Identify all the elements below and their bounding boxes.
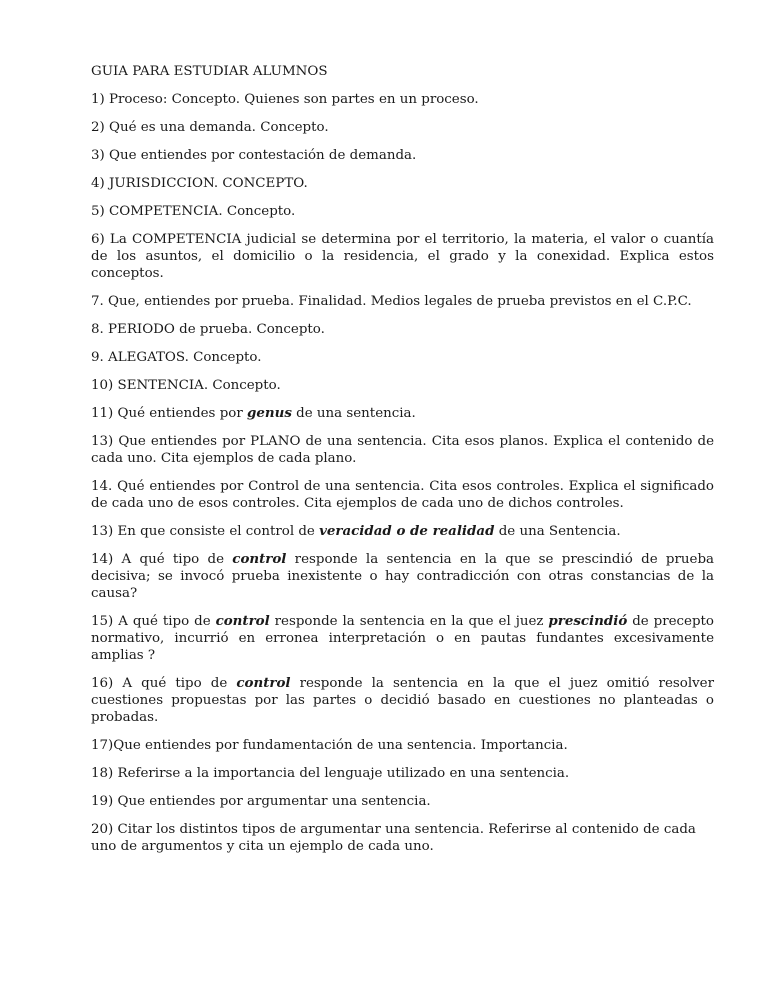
question-text-b: responde la sentencia en la que el juez	[269, 614, 549, 629]
question-10: 10) SENTENCIA. Concepto.	[91, 378, 281, 393]
question-text-b: responde la sentencia en la que el juez omitió resolver cuestiones propuestas por las partes o decidió basado en cuestiones no planteadas o probadas.	[91, 676, 714, 725]
question-7: 7. Que, entiendes por prueba. Finalidad. Medios legales de prueba previstos en el C.P.C.	[91, 294, 692, 309]
question-15	[91, 613, 714, 664]
question-3: 3) Que entiendes por contestación de demanda.	[91, 148, 417, 163]
emphasis-control: control	[232, 551, 287, 567]
emphasis-veracidad: veracidad o de realidad	[319, 523, 495, 539]
question-13-plano: 13) Que entiendes por PLANO de una sentencia. Cita esos planos. Explica el contenido de cada uno. Cita ejemplos de cada plano.	[91, 434, 714, 466]
document-title: GUIA PARA ESTUDIAR ALUMNOS	[91, 64, 328, 79]
question-5: 5) COMPETENCIA. Concepto.	[91, 204, 296, 219]
question-17: 17)Que entiendes por fundamentación de una sentencia. Importancia.	[91, 738, 568, 753]
question-14-prueba	[91, 551, 714, 602]
question-8: 8. PERIODO de prueba. Concepto.	[91, 322, 325, 337]
question-4: 4) JURISDICCION. CONCEPTO.	[91, 176, 308, 191]
question-20: 20) Citar los distintos tipos de argumentar una sentencia. Referirse al contenido de cada uno de argumentos y cita un ejemplo de cada uno.	[91, 822, 696, 854]
question-18: 18) Referirse a la importancia del lenguaje utilizado en una sentencia.	[91, 766, 570, 781]
emphasis-genus: genus	[246, 405, 292, 421]
emphasis-control: control	[236, 675, 291, 691]
emphasis-prescindio: prescindió	[548, 613, 628, 629]
question-text-a: 15) A qué tipo de	[91, 614, 216, 629]
question-11	[91, 405, 714, 422]
question-2: 2) Qué es una demanda. Concepto.	[91, 120, 329, 135]
question-16	[91, 675, 714, 726]
question-11-text-b: de una sentencia.	[291, 406, 416, 421]
question-13-veracidad	[91, 523, 714, 540]
question-text-b: responde la sentencia en la que se prescindió de prueba decisiva; se invocó prueba inexistente o hay contradicción con otras constancias de la causa?	[91, 552, 714, 601]
question-19: 19) Que entiendes por argumentar una sentencia.	[91, 794, 431, 809]
question-6: 6) La COMPETENCIA judicial se determina por el territorio, la materia, el valor o cuantía de los asuntos, el domicilio o la residencia, el grado y la conexidad. Explica estos conceptos.	[91, 232, 714, 281]
question-9: 9. ALEGATOS. Concepto.	[91, 350, 262, 365]
emphasis-control: control	[215, 613, 270, 629]
question-text-a: 13) En que consiste el control de	[91, 524, 320, 539]
question-1: 1) Proceso: Concepto. Quienes son partes en un proceso.	[91, 92, 479, 107]
document-page	[91, 63, 714, 866]
question-text-b: de una Sentencia.	[494, 524, 621, 539]
question-text-c: de precepto normativo, incurrió en erronea interpretación o en pautas fundantes excesivamente amplias ?	[91, 614, 714, 663]
question-text-a: 16) A qué tipo de	[91, 676, 237, 691]
question-11-text-a: 11) Qué entiendes por	[91, 406, 247, 421]
question-text-a: 14) A qué tipo de	[91, 552, 233, 567]
question-14-control: 14. Qué entiendes por Control de una sentencia. Cita esos controles. Explica el significado de cada uno de esos controles. Cita ejemplos de cada uno de dichos controles.	[91, 479, 714, 511]
